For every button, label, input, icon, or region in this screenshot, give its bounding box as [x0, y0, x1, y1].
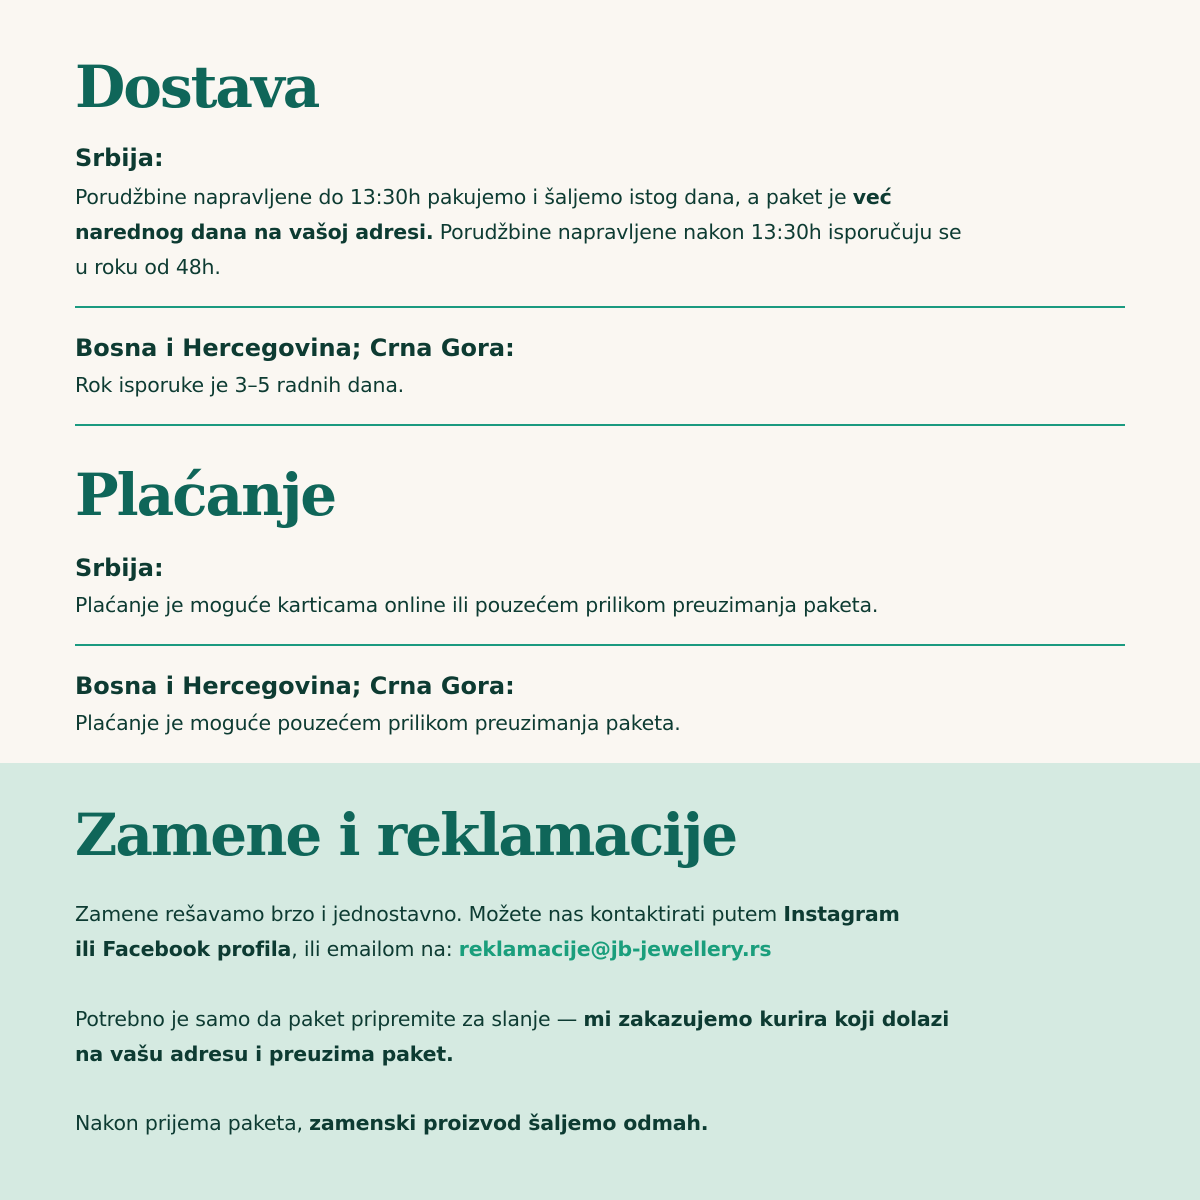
text: Porudžbine napravljene do 13:30h pakujemo i šaljemo istog dana, a paket je [75, 185, 853, 209]
text: , ili emailom na: [291, 937, 459, 961]
divider [75, 424, 1125, 426]
zamene-paragraph-2 [75, 1002, 949, 1072]
bold-text: već [852, 185, 892, 209]
placanje-bih-heading: Bosna i Hercegovina; Crna Gora: [75, 672, 515, 700]
placanje-title: Plaćanje [75, 461, 336, 529]
text: u roku od 48h. [75, 255, 221, 279]
text: Zamene rešavamo brzo i jednostavno. Možete nas kontaktirati putem [75, 902, 784, 926]
divider [75, 644, 1125, 646]
zamene-paragraph-1 [75, 897, 900, 967]
zamene-paragraph-3 [75, 1106, 708, 1141]
zamene-title: Zamene i reklamacije [75, 801, 737, 869]
placanje-srbija-heading: Srbija: [75, 554, 164, 582]
divider [75, 306, 1125, 308]
text: Nakon prijema paketa, [75, 1111, 310, 1135]
text: Potrebno je samo da paket pripremite za slanje — [75, 1007, 584, 1031]
placanje-bih-text: Plaćanje je moguće pouzećem prilikom preuzimanja paketa. [75, 711, 681, 735]
email-link[interactable]: reklamacije@jb-jewellery.rs [458, 937, 772, 961]
bold-text: Instagram [783, 902, 900, 926]
bold-text: narednog dana na vašoj adresi. [75, 220, 434, 244]
placanje-srbija-text: Plaćanje je moguće karticama online ili pouzećem prilikom preuzimanja paketa. [75, 593, 879, 617]
dostava-bih-text: Rok isporuke je 3–5 radnih dana. [75, 373, 404, 397]
dostava-srbija-text [75, 180, 961, 285]
dostava-title: Dostava [75, 53, 319, 121]
bold-text: ili Facebook profila [75, 937, 292, 961]
bold-text: na vašu adresu i preuzima paket. [75, 1042, 454, 1066]
text: Porudžbine napravljene nakon 13:30h isporučuju se [433, 220, 962, 244]
dostava-bih-heading: Bosna i Hercegovina; Crna Gora: [75, 334, 515, 362]
dostava-srbija-heading: Srbija: [75, 144, 164, 172]
bold-text: zamenski proizvod šaljemo odmah. [309, 1111, 709, 1135]
bold-text: mi zakazujemo kurira koji dolazi [583, 1007, 950, 1031]
